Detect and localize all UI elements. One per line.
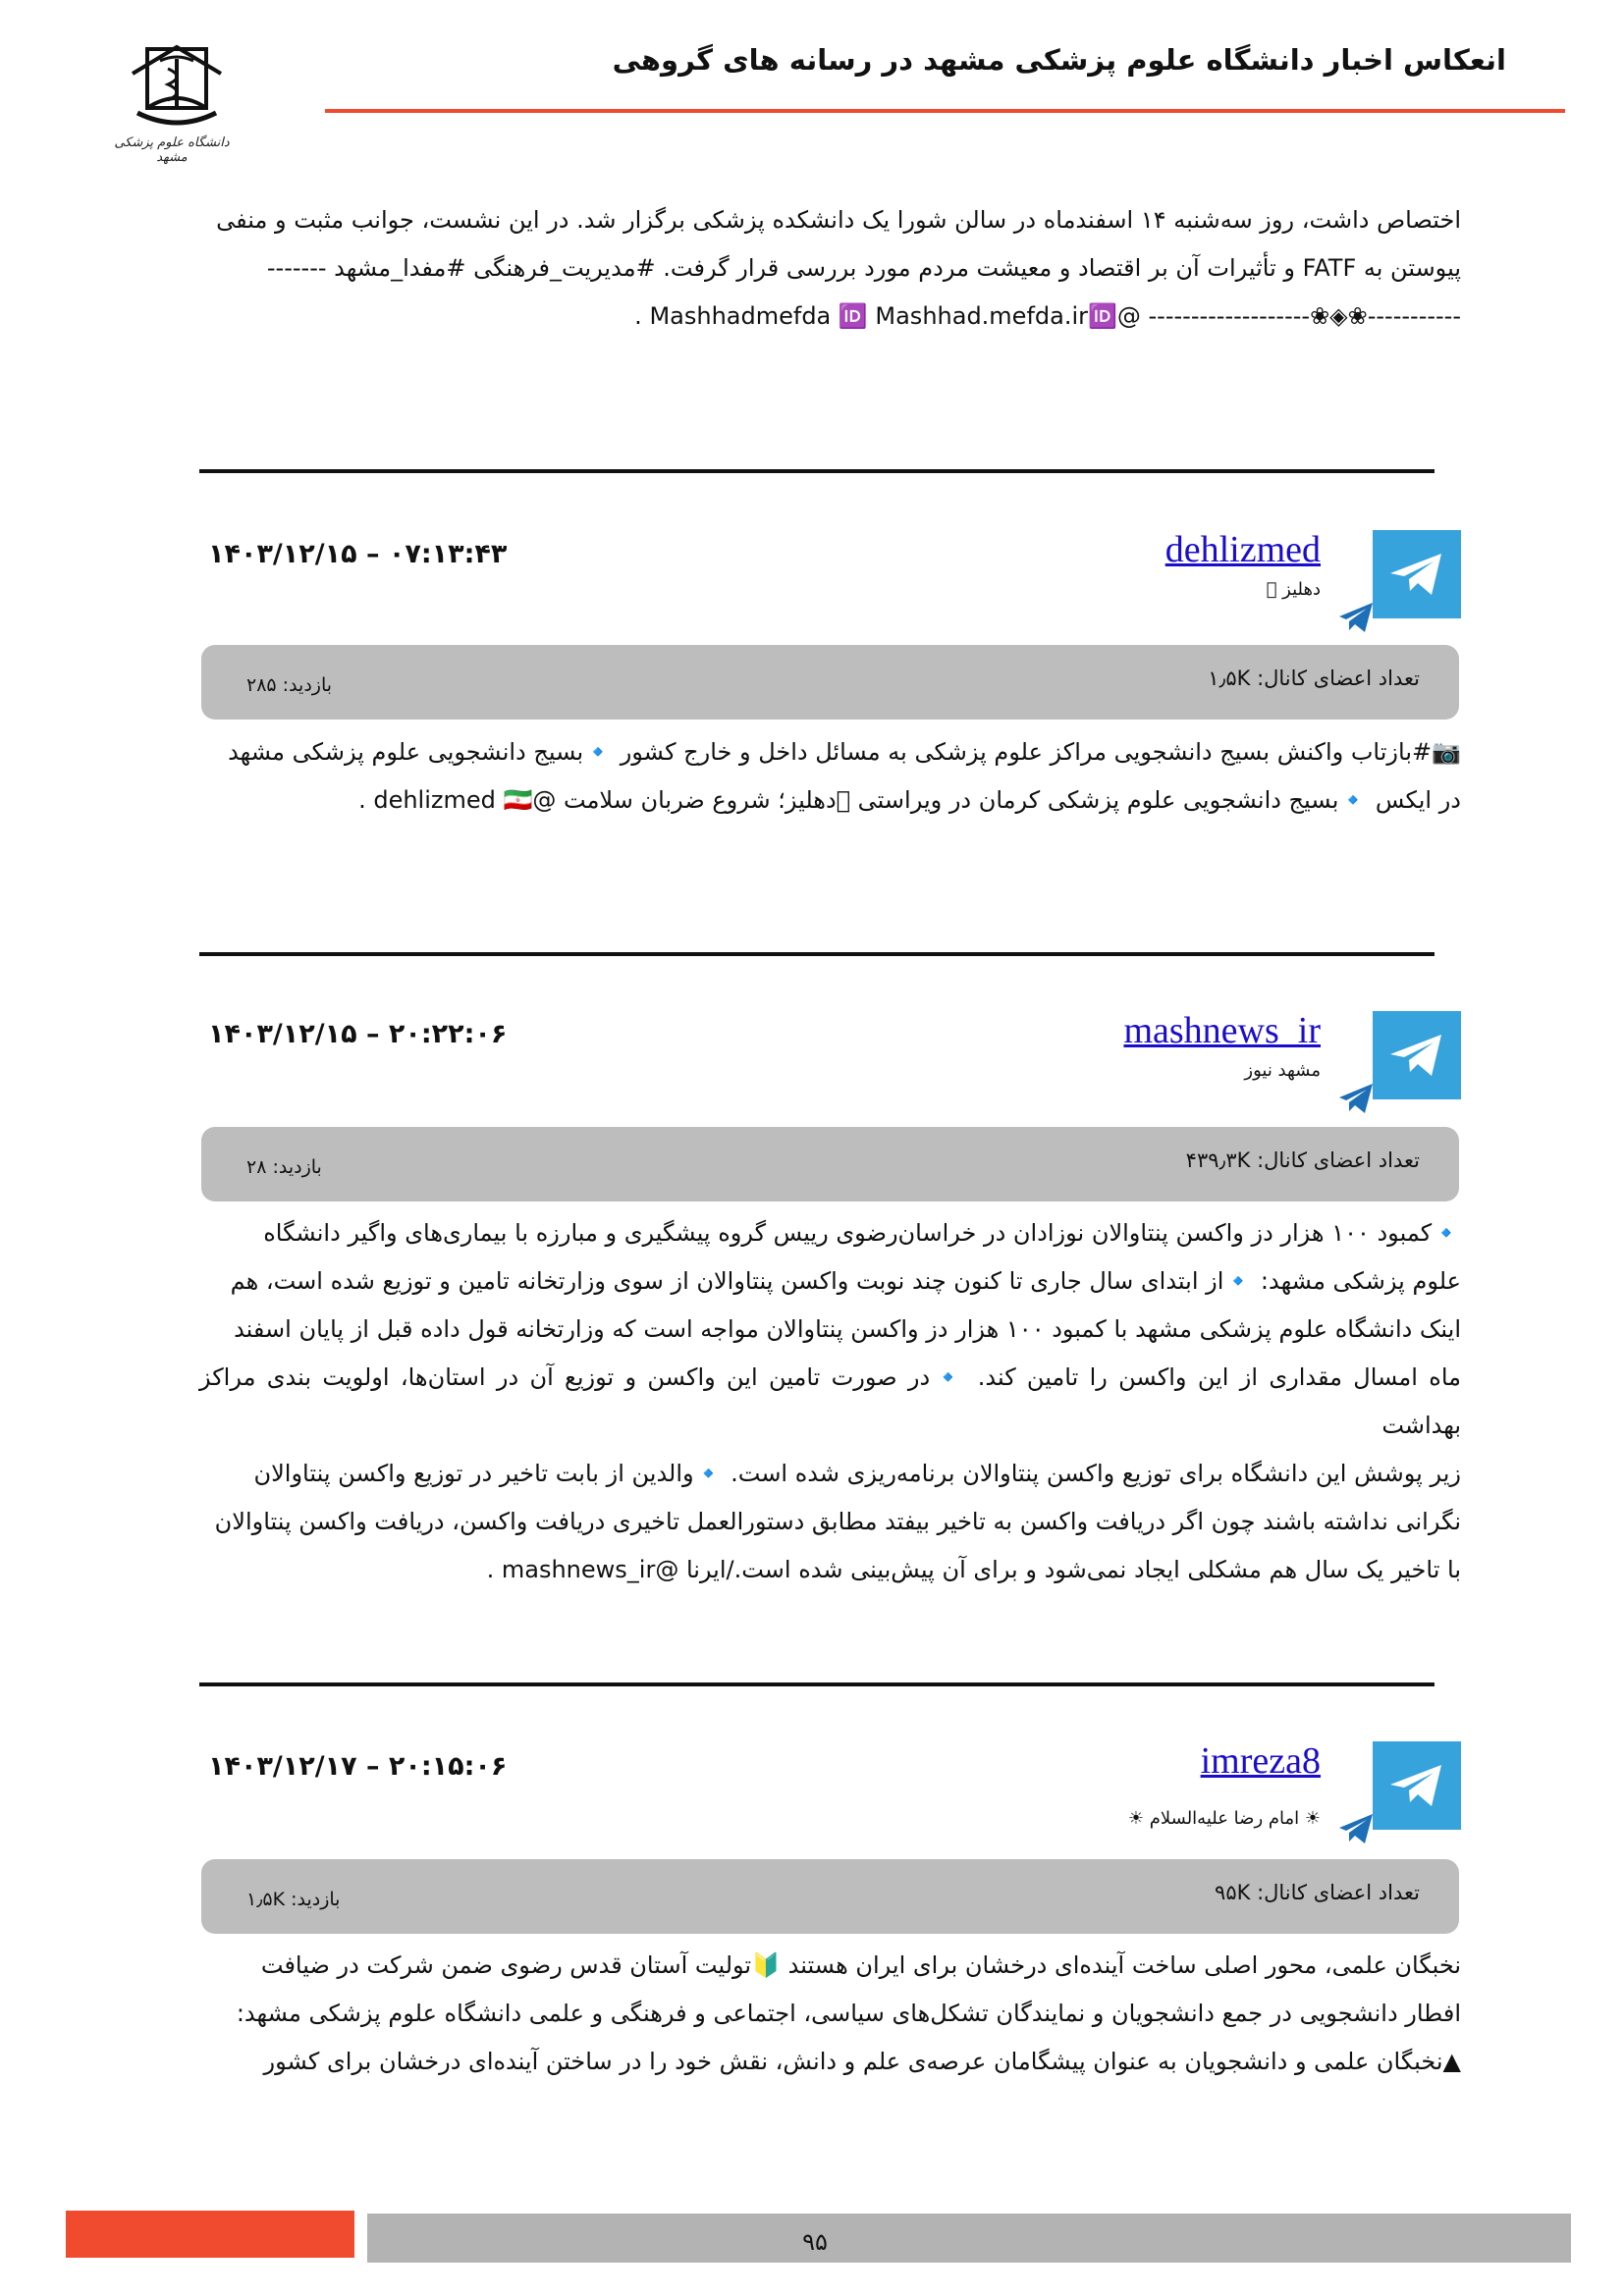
intro-line: -----------❀◈❀------------------- @Mashhadmefda 🆔 Mashhad.mefda.ir🆔 .: [634, 302, 1461, 330]
page-number: ۹۵: [802, 2228, 828, 2256]
post-views: [246, 1889, 340, 1910]
channel-members: [1208, 667, 1420, 690]
members-value: ۱٫۵K: [1208, 667, 1251, 690]
members-value: ۴۳۹٫۳K: [1185, 1148, 1251, 1172]
post-timestamp: ۱۴۰۳/۱۲/۱۷ – ۲۰:۱۵:۰۶: [208, 1751, 508, 1782]
post-line: علوم پزشکی مشهد: 🔹از ابتدای سال جاری تا کنون چند نوبت واکسن پنتاوالان از سوی وزارتخانه تامین و توزیع شده است، هم: [230, 1267, 1461, 1295]
telegram-icon: [1373, 1741, 1461, 1830]
post-line: زیر پوشش این دانشگاه برای توزیع واکسن پنتاوالان برنامه‌ریزی شده است. 🔹والدین از بابت تاخیر در توزیع واکسن پنتاوالان: [253, 1460, 1461, 1487]
views-value: ۲۸۵: [246, 674, 277, 696]
channel-name: مشهد نیوز: [1244, 1060, 1321, 1081]
channel-handle-link[interactable]: mashnews_ir: [1123, 1010, 1321, 1051]
channel-handle-link[interactable]: imreza8: [1200, 1740, 1321, 1782]
footer-accent-bar: [66, 2211, 354, 2258]
channel-name: دهلیز ⃞: [1266, 579, 1321, 600]
post-body: [199, 1209, 1461, 1594]
channel-handle-link[interactable]: dehlizmed: [1164, 529, 1321, 570]
members-label: تعداد اعضای کانال:: [1257, 1148, 1420, 1172]
logo-caption: دانشگاه علوم پزشکی مشهد: [114, 135, 230, 165]
intro-paragraph: [199, 196, 1461, 341]
views-label: بازدید:: [282, 674, 333, 696]
members-label: تعداد اعضای کانال:: [1257, 667, 1420, 690]
stats-bar: [201, 1859, 1459, 1934]
post-views: [246, 674, 332, 696]
members-value: ۹۵K: [1215, 1881, 1251, 1904]
post-timestamp: ۱۴۰۳/۱۲/۱۵ – ۰۷:۱۳:۴۳: [208, 539, 508, 569]
section-divider: [199, 1682, 1435, 1686]
post-body: [199, 1942, 1461, 2086]
logo-emblem-icon: [103, 39, 250, 147]
views-label: بازدید:: [291, 1889, 341, 1910]
intro-line: پیوستن به FATF و تأثیرات آن بر اقتصاد و معیشت مردم مورد بررسی قرار گرفت. #مدیریت_فرهنگی #مفدا_مشهد -------: [266, 254, 1461, 282]
channel-members: [1215, 1881, 1420, 1904]
telegram-icon: [1373, 530, 1461, 618]
post-line: اینک دانشگاه علوم پزشکی مشهد با کمبود ۱۰۰ هزار دز واکسن پنتاوالان مواجه است که وزارتخانه قول داده قبل از پایان اسفند: [234, 1315, 1461, 1343]
page-title: انعکاس اخبار دانشگاه علوم پزشکی مشهد در رسانه های گروهی: [612, 43, 1506, 77]
post-line: ماه امسال مقداری از این واکسن را تامین کند. 🔹در صورت تامین این واکسن و توزیع آن در استان‌ها، اولویت بندی مراکز بهداشت: [199, 1363, 1461, 1439]
footer-bar: [367, 2214, 1571, 2263]
post-views: [246, 1156, 322, 1178]
stats-bar: [201, 645, 1459, 720]
section-divider: [199, 469, 1435, 473]
post-body: [199, 728, 1461, 825]
header-rule: [325, 109, 1565, 113]
channel-members: [1186, 1148, 1420, 1172]
telegram-badge-icon: [1337, 1812, 1375, 1845]
post-line: در ایکس 🔹بسیج دانشجویی علوم پزشکی کرمان در ویراستی ⃞دهلیز؛ شروع ضربان سلامت @dehlizmed 🇮🇷 .: [358, 786, 1461, 814]
views-value: ۲۸: [246, 1156, 267, 1178]
telegram-badge-icon: [1337, 1082, 1375, 1115]
post-line: 🔹کمبود ۱۰۰ هزار دز واکسن پنتاوالان نوزادان در خراسان‌رضوی رییس گروه پیشگیری و مبارزه با بیماری‌های واگیر دانشگاه: [263, 1219, 1461, 1247]
post-line: 📷#بازتاب واکنش بسیج دانشجویی مراکز علوم پزشکی به مسائل داخل و خارج کشور 🔹بسیج دانشجویی علوم پزشکی مشهد: [228, 738, 1461, 766]
post-timestamp: ۱۴۰۳/۱۲/۱۵ – ۲۰:۲۲:۰۶: [208, 1019, 508, 1049]
post-line: با تاخیر یک سال هم مشکلی ایجاد نمی‌شود و برای آن پیش‌بینی شده است./ایرنا @mashnews_ir .: [486, 1556, 1461, 1583]
channel-name: ☀ امام رضا علیه‌السلام ☀: [1127, 1808, 1321, 1829]
views-label: بازدید:: [272, 1156, 322, 1178]
post-line: نخبگان علمی، محور اصلی ساخت آینده‌ای درخشان برای ایران هستند 🔰تولیت آستان قدس رضوی ضمن شرکت در ضیافت: [260, 1951, 1461, 1979]
members-label: تعداد اعضای کانال:: [1257, 1881, 1420, 1904]
stats-bar: [201, 1127, 1459, 1201]
section-divider: [199, 952, 1435, 956]
telegram-badge-icon: [1337, 601, 1375, 634]
post-line: افطار دانشجویی در جمع دانشجویان و نمایندگان تشکل‌های سیاسی، اجتماعی و فرهنگی و علمی دانشگاه علوم پزشکی مشهد:: [236, 2000, 1461, 2027]
post-line: ▲نخبگان علمی و دانشجویان به عنوان پیشگامان عرصه‌ی علم و دانش، نقش خود را در ساختن آینده‌ای درخشان برای کشور: [263, 2048, 1461, 2075]
post-line: نگرانی نداشته باشند چون اگر دریافت واکسن به تاخیر بیفتد مطابق دستورالعمل تاخیری دریافت واکسن، دریافت واکسن پنتاوالان: [214, 1508, 1461, 1535]
telegram-icon: [1373, 1011, 1461, 1099]
views-value: ۱٫۵K: [246, 1889, 286, 1910]
intro-line: اختصاص داشت، روز سه‌شنبه ۱۴ اسفندماه در سالن شورا یک دانشکده پزشکی برگزار شد. در این نشست، جوانب مثبت و منفی: [216, 206, 1461, 234]
